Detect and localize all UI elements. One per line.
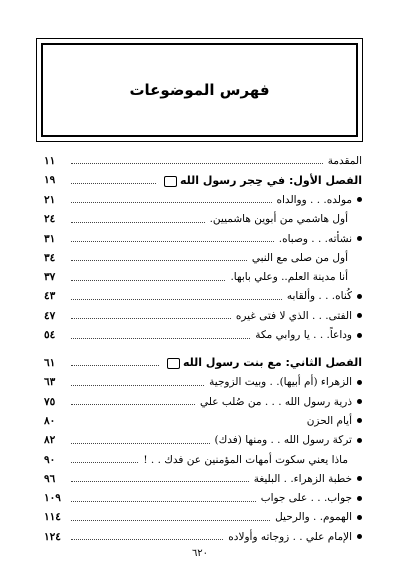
toc-page-number: ٤٧ [44, 309, 56, 322]
bullet-icon [357, 418, 362, 423]
toc-row[interactable] [44, 306, 362, 325]
toc-entry [261, 492, 362, 504]
dot-leader [71, 385, 204, 386]
dot-leader [71, 318, 231, 319]
toc-entry-title: ذرية رسول الله . . . من صُلب علي [200, 395, 352, 408]
bullet-icon [357, 476, 362, 481]
toc-row[interactable] [44, 450, 362, 469]
toc-entry-title: كُناه. . . وألقابه [286, 290, 352, 303]
toc-entry-title: خطبة الزهراء. . البليغة [253, 472, 352, 485]
toc-row[interactable] [44, 267, 362, 286]
title-frame-inner [41, 43, 358, 137]
toc-entry [255, 329, 362, 341]
toc-entry-title: المقدمة [327, 154, 362, 167]
dot-leader [71, 481, 249, 482]
toc-chapter-row[interactable] [44, 353, 362, 373]
honorific-seal-icon [164, 176, 177, 187]
bullet-icon [357, 496, 362, 501]
toc-entry [277, 194, 362, 206]
dot-leader [71, 260, 247, 261]
toc-entry [254, 473, 362, 485]
toc-row[interactable] [44, 248, 362, 267]
toc-entry-title: ماذا يعني سكوت أمهات المؤمنين عن فدك . . ! [143, 453, 348, 466]
toc-entry-title: نشأته. . . وصباه. [278, 232, 352, 245]
toc-page-number: ١١ [44, 154, 56, 167]
toc-entry-title: الفصل الثاني: مع بنت رسول الله [182, 356, 362, 370]
bullet-icon [357, 534, 362, 539]
table-of-contents [44, 151, 362, 546]
toc-entry-title: مولده. . . ووالداه [276, 193, 352, 206]
toc-row[interactable] [44, 392, 362, 411]
bullet-icon [357, 313, 362, 318]
toc-page-number: ٤٣ [44, 290, 56, 303]
toc-chapter-row[interactable] [44, 170, 362, 190]
bullet-icon [357, 515, 362, 520]
toc-entry-title: أيام الحزن [306, 414, 352, 427]
bullet-icon [357, 294, 362, 299]
toc-page-number: ٩٦ [44, 472, 56, 485]
title-frame [36, 38, 363, 142]
toc-page-number: ١٢٤ [44, 530, 61, 543]
toc-entry-title: أنا مدينة العلم.. وعلي بابها. [230, 271, 348, 284]
dot-leader [71, 183, 156, 184]
dot-leader [71, 520, 270, 521]
toc-entry [236, 310, 362, 322]
toc-row[interactable] [44, 508, 362, 527]
toc-page-number: ١١٤ [44, 511, 61, 524]
bullet-icon [357, 197, 362, 202]
toc-page-number: ٩٠ [44, 453, 56, 466]
toc-entry [143, 454, 362, 466]
dot-leader [71, 241, 274, 242]
dot-leader [71, 299, 282, 300]
bullet-icon [357, 333, 362, 338]
toc-entry-title: وداعاً. . . يا روابي مكة [255, 329, 352, 342]
toc-row[interactable] [44, 210, 362, 229]
toc-page-number: ٧٥ [44, 395, 56, 408]
toc-entry [209, 376, 362, 388]
toc-page-number: ٨٢ [44, 434, 56, 447]
toc-entry-title: الإمام علي . . زوجاته وأولاده [228, 530, 352, 543]
page-title: فهرس الموضوعات [129, 81, 270, 99]
toc-row[interactable] [44, 431, 362, 450]
dot-leader [71, 280, 225, 281]
dot-leader [71, 163, 323, 164]
toc-entry-title: الهموم. . والرحيل [275, 511, 352, 524]
toc-page-number: ٦١ [44, 356, 56, 369]
toc-entry [230, 271, 362, 283]
toc-row[interactable] [44, 287, 362, 306]
toc-entry-title: الزهراء (أم أبيها). . وبيت الزوجية [209, 376, 352, 389]
toc-row[interactable] [44, 229, 362, 248]
toc-page-number: ٢٤ [44, 213, 56, 226]
toc-entry [275, 511, 362, 523]
toc-entry [307, 415, 362, 427]
bullet-icon [357, 399, 362, 404]
toc-row[interactable] [44, 488, 362, 507]
toc-entry-title: جواب. . . على جواب [260, 492, 352, 505]
toc-row[interactable] [44, 411, 362, 430]
toc-entry [161, 174, 362, 187]
toc-row[interactable] [44, 190, 362, 209]
toc-entry-title: تركة رسول الله . . ومنها (فدك) [214, 434, 352, 447]
page-number: ٦٢٠ [191, 548, 209, 559]
toc-entry-title: الفتى. . . الذي لا فتى غيره [235, 309, 352, 322]
honorific-seal-icon [167, 358, 180, 369]
toc-row[interactable] [44, 151, 362, 170]
toc-entry [200, 396, 362, 408]
toc-page-number: ١٠٩ [44, 492, 61, 505]
bullet-icon [357, 380, 362, 385]
toc-page-number: ١٩ [44, 174, 56, 187]
toc-row[interactable] [44, 325, 362, 344]
dot-leader [71, 202, 272, 203]
dot-leader [71, 338, 250, 339]
bullet-icon [357, 438, 362, 443]
toc-entry-title: الفصل الأول: في حِجر رسول الله [179, 173, 362, 187]
toc-page-number: ٦٣ [44, 376, 56, 389]
toc-entry [164, 356, 362, 369]
toc-page-number: ٣٧ [44, 271, 56, 284]
dot-leader [71, 443, 210, 444]
toc-row[interactable] [44, 469, 362, 488]
toc-entry [287, 290, 362, 302]
dot-leader [71, 404, 195, 405]
toc-entry [279, 233, 362, 245]
toc-entry-title: أول هاشمي من أبوين هاشميين. [209, 213, 348, 226]
toc-page-number: ٣٤ [44, 251, 56, 264]
toc-page-number: ٢١ [44, 193, 56, 206]
toc-entry [228, 531, 362, 543]
toc-entry [328, 155, 362, 167]
toc-page-number: ٨٠ [44, 414, 56, 427]
dot-leader [71, 539, 223, 540]
toc-entry [215, 434, 362, 446]
toc-entry [252, 252, 362, 264]
toc-entry [210, 213, 362, 225]
toc-entry-title: أول من صلى مع النبي [251, 251, 348, 264]
dot-leader [71, 501, 256, 502]
bullet-icon [357, 236, 362, 241]
toc-row[interactable] [44, 527, 362, 546]
dot-leader [71, 222, 205, 223]
toc-row[interactable] [44, 373, 362, 392]
toc-page-number: ٣١ [44, 232, 56, 245]
dot-leader [71, 462, 138, 463]
dot-leader [71, 365, 159, 366]
toc-page-number: ٥٤ [44, 329, 56, 342]
